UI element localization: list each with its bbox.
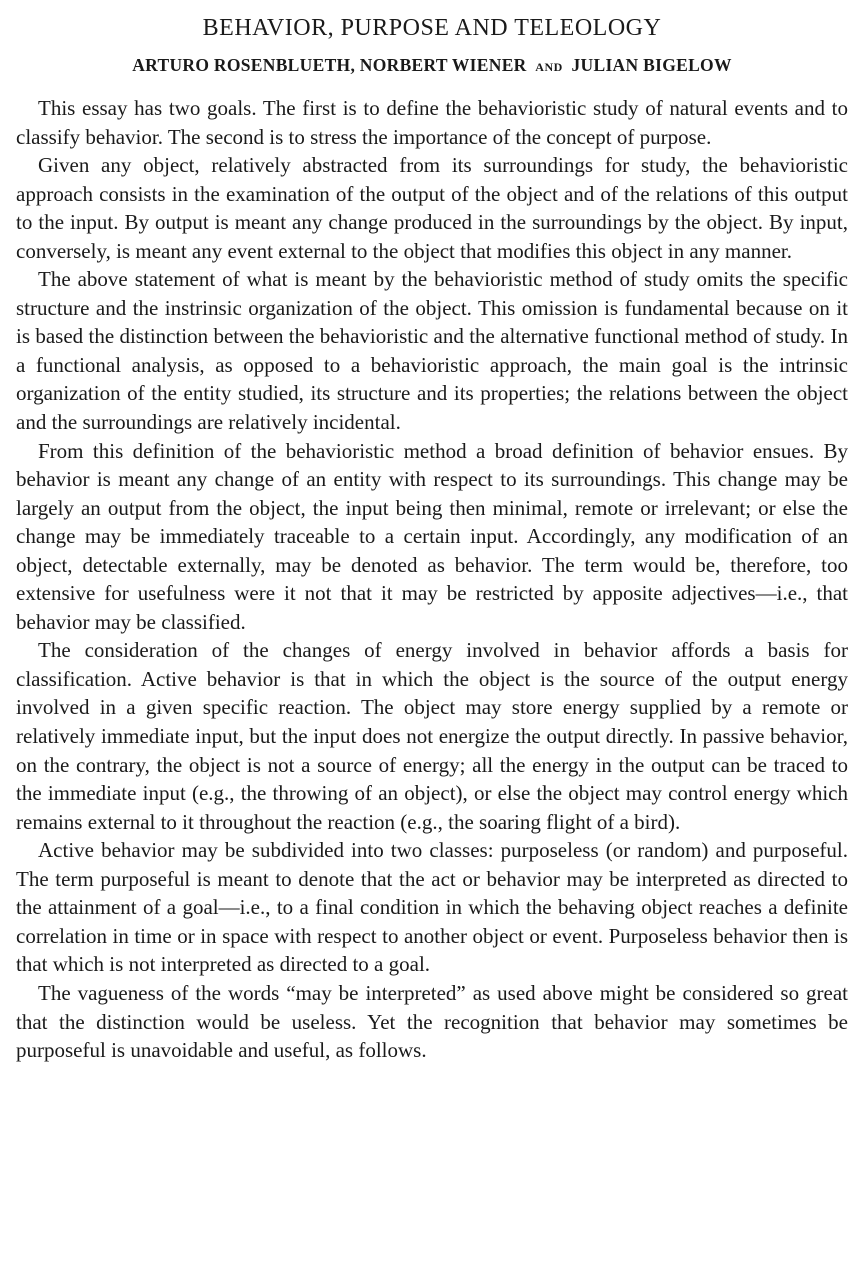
- author-conjunction: AND: [535, 60, 563, 74]
- paragraph: Active behavior may be subdivided into two classes: purposeless (or random) and purposeful. The term purposeful is meant to denote that the act or behavior may be interpreted as directed to the attainment of a goal—i.e., to a final condition in which the behaving object reaches a definite correlation in time or in space with respect to another object or event. Purposeless behavior then is that which is not interpreted as directed to a goal.: [16, 838, 848, 977]
- paragraph: From this definition of the behavioristic method a broad definition of behavior ensues. By behavior is meant any change of an entity with respect to its surroundings. This change may be largely an output from the object, the input being then minimal, remote or irrelevant; or else the change may be immediately traceable to a certain input. Accordingly, any modification of an object, detectable externally, may be denoted as behavior. The term would be, therefore, too extensive for usefulness were it not that it may be restricted by apposite adjectives—i.e., that behavior may be classified.: [16, 438, 848, 634]
- paper-page: [16, 12, 848, 1065]
- author-names-1: ARTURO ROSENBLUETH, NORBERT WIENER: [132, 55, 527, 75]
- paragraph: The vagueness of the words “may be interpreted” as used above might be considered so great that the distinction would be useless. Yet the recognition that behavior may sometimes be purposeful is unavoidable and useful, as follows.: [16, 980, 848, 1063]
- paragraph: Given any object, relatively abstracted from its surroundings for study, the behavioristic approach consists in the examination of the output of the object and of the relations of this output to the input. By output is meant any change produced in the surroundings by the object. By input, conversely, is meant any event external to the object that modifies this object in any manner.: [16, 153, 848, 263]
- paragraph: This essay has two goals. The first is to define the behavioristic study of natural events and to classify behavior. The second is to stress the importance of the concept of purpose.: [16, 96, 848, 149]
- paragraph: The above statement of what is meant by the behavioristic method of study omits the specific structure and the instrinsic organization of the object. This omission is fundamental because on it is based the distinction between the behavioristic and the alternative functional method of study. In a functional analysis, as opposed to a behavioristic approach, the main goal is the intrinsic organization of the entity studied, its structure and its properties; the relations between the object and the surroundings are relatively incidental.: [16, 267, 848, 435]
- paragraph: The consideration of the changes of energy involved in behavior affords a basis for classification. Active behavior is that in which the object is the source of the output energy involved in a given specific reaction. The object may store energy supplied by a remote or relatively immediate input, but the input does not energize the output directly. In passive behavior, on the contrary, the object is not a source of energy; all the energy in the output can be traced to the immediate input (e.g., the throwing of an object), or else the object may control energy which remains external to it throughout the reaction (e.g., the soaring flight of a bird).: [16, 638, 848, 834]
- paper-title: BEHAVIOR, PURPOSE AND TELEOLOGY: [202, 15, 662, 41]
- author-names-2: JULIAN BIGELOW: [571, 55, 732, 75]
- author-line: [16, 52, 848, 80]
- body-text: [16, 94, 848, 1065]
